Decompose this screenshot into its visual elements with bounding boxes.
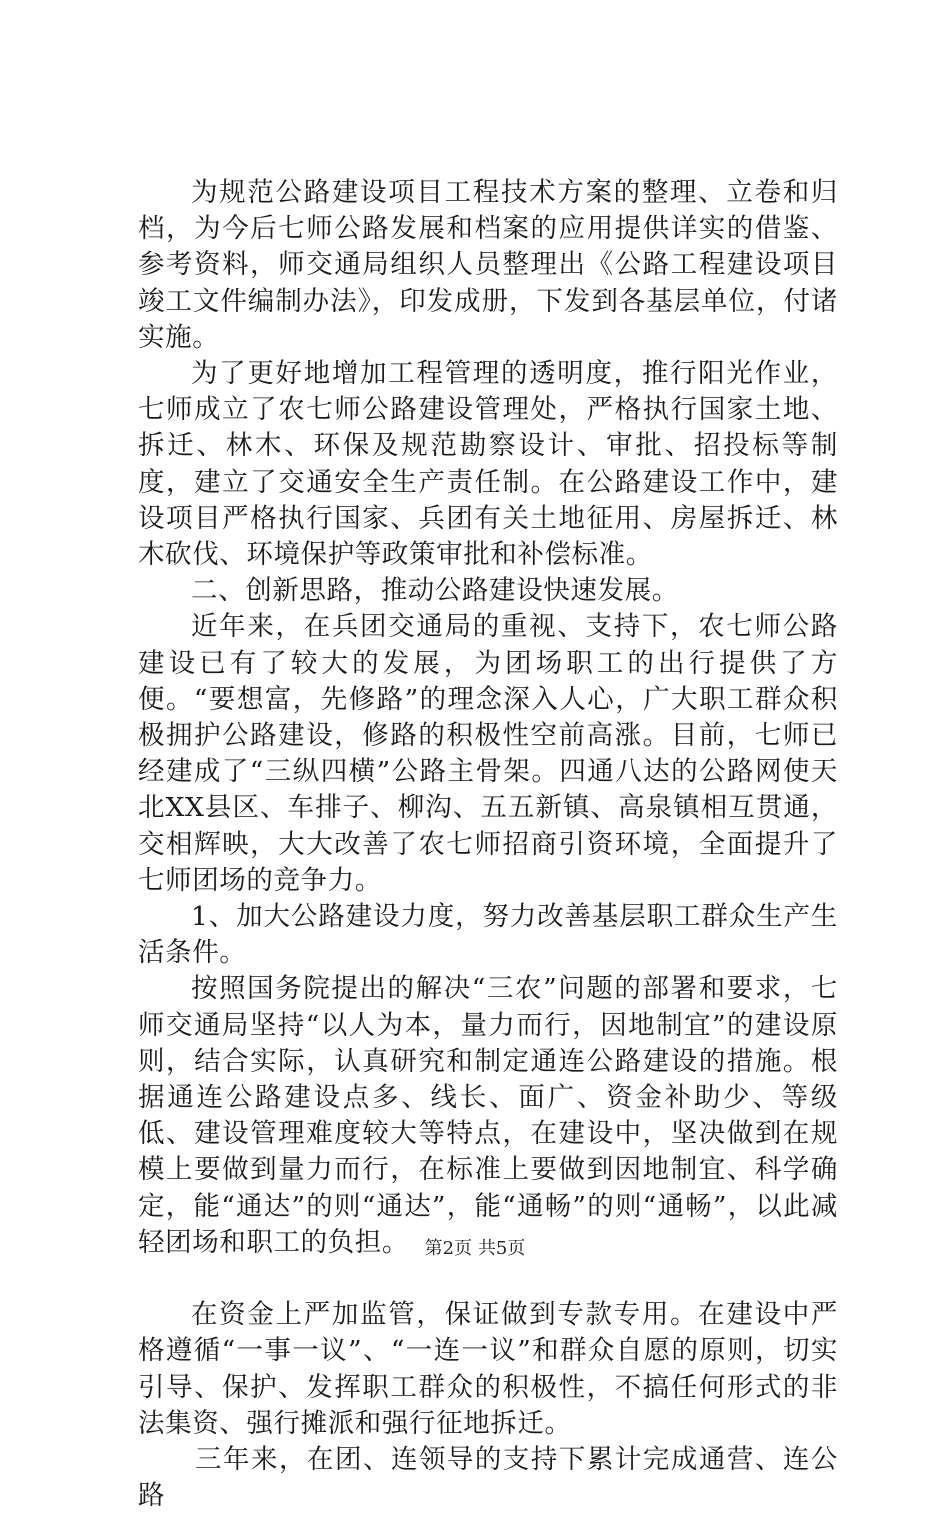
paragraph-transparency: 为了更好地增加工程管理的透明度，推行阳光作业，七师成立了农七师公路建设管理处，严格执行国家土地、拆迁、林木、环保及规范勘察设计、审批、招投标等制度，建立了交通安全生产责任制。在公路建设工作中，建设项目严格执行国家、兵团有关土地征用、房屋拆迁、林木砍伐、环境保护等政策审批和补偿标准。 [138,358,838,571]
paragraph-fund-supervision: 在资金上严加监管，保证做到专款专用。在建设中严格遵循“一事一议”、“一连一议”和群众自愿的原则，切实引导、保护、发挥职工群众的积极性，不搞任何形式的非法集资、强行摊派和强行征地拆迁。 [138,1299,838,1439]
section-heading-innovation: 二、创新思路，推动公路建设快速发展。 [191,575,679,607]
paragraph-three-years: 三年来，在团、连领导的支持下累计完成通营、连公路 [138,1443,838,1512]
paragraph-development: 近年来，在兵团交通局的重视、支持下，农七师公路建设已有了较大的发展，为团场职工的出行提供了方便。“要想富，先修路”的理念深入人心，广大职工群众积极拥护公路建设，修路的积极性空前高涨。目前，七师已经建成了“三纵四横”公路主骨架。四通八达的公路网使天北XX县区、车排子、柳沟、五五新镇、高泉镇相互贯通，交相辉映，大大改善了农七师招商引资环境，全面提升了七师团场的竞争力。 [138,611,838,896]
document-body [138,175,838,1514]
paragraph-archiving: 为规范公路建设项目工程技术方案的整理、立卷和归档，为今后七师公路发展和档案的应用提供详实的借鉴、参考资料，师交通局组织人员整理出《公路工程建设项目竣工文件编制办法》，印发成册，下发到各基层单位，付诸实施。 [138,177,838,353]
page-number-footer: 第2页 共5页 [424,1238,526,1259]
subheading-construction-effort: 1、加大公路建设力度，努力改善基层职工群众生产生活条件。 [138,901,838,969]
paragraph-state-council: 按照国务院提出的解决“三农”问题的部署和要求，七师交通局坚持“以人为本，量力而行，因地制宜”的建设原则，结合实际，认真研究和制定通连公路建设的措施。根据通连公路建设点多、线长、面广、资金补助少、等级低、建设管理难度较大等特点，在建设中，坚决做到在规模上要做到量力而行，在标准上要做到因地制宜、科学确定，能“通达”的则“通达”，能“通畅”的则“通畅”，以此减轻团场和职工的负担。 [138,973,838,1258]
